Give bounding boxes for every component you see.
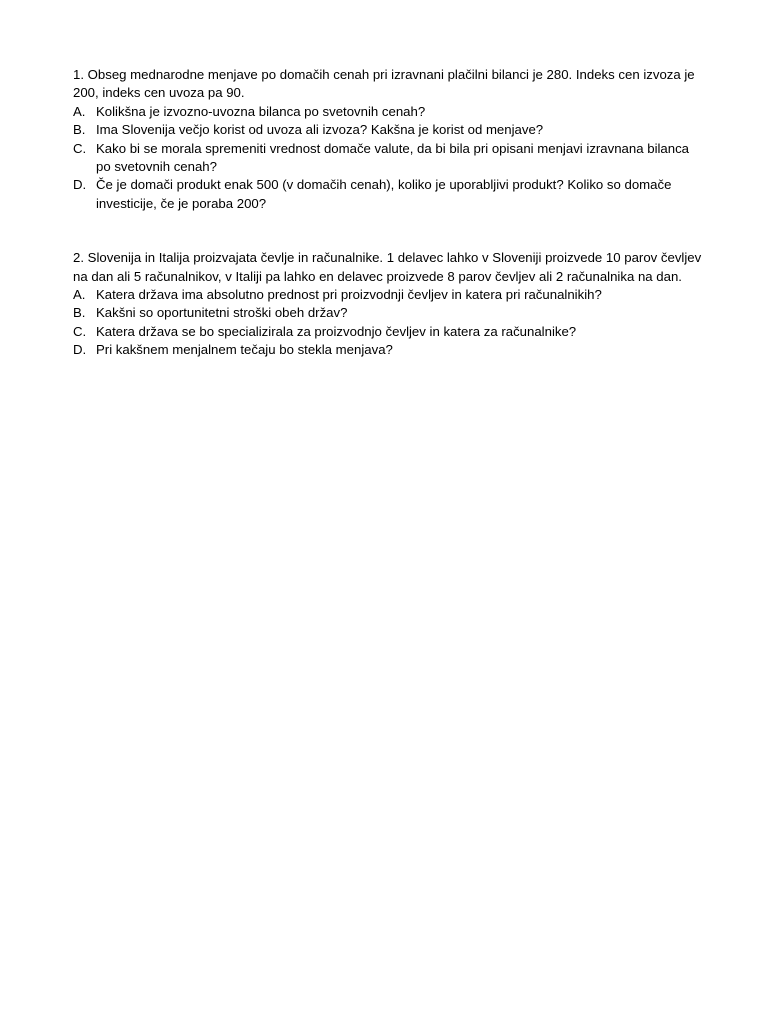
option-letter: D. — [73, 177, 87, 193]
question-1-stem: 1. Obseg mednarodne menjave po domačih cenah pri izravnani plačilni bilanci je 280. Indeks cen izvoza je 200, indeks cen uvoza pa 90. — [73, 67, 695, 101]
option-text: Kolikšna je izvozno-uvozna bilanca po svetovnih cenah? — [96, 103, 426, 119]
option-letter: A. — [73, 287, 86, 303]
question-2 — [73, 249, 703, 359]
question-2-option-a — [73, 286, 703, 304]
option-letter: A. — [73, 103, 86, 119]
question-2-option-c — [73, 323, 703, 341]
option-text: Ima Slovenija večjo korist od uvoza ali izvoza? Kakšna je korist od menjave? — [96, 122, 544, 138]
option-letter: B. — [73, 122, 86, 138]
question-1-option-c — [73, 140, 703, 177]
option-letter: C. — [73, 323, 87, 339]
option-text: Kako bi se morala spremeniti vrednost domače valute, da bi bila pri opisani menjavi izravnana bilanca po svetovnih cenah? — [96, 140, 690, 175]
option-text: Katera država se bo specializirala za proizvodnjo čevljev in katera za računalnike? — [96, 323, 577, 339]
option-letter: D. — [73, 342, 87, 358]
question-1-options — [73, 103, 703, 213]
option-letter: B. — [73, 305, 86, 321]
question-1-option-a — [73, 103, 703, 121]
option-letter: C. — [73, 140, 87, 156]
question-2-options — [73, 286, 703, 360]
question-1-option-d — [73, 176, 703, 213]
question-1 — [73, 66, 703, 213]
option-text: Če je domači produkt enak 500 (v domačih cenah), koliko je uporabljivi produkt? Koliko so domače investicije, če je poraba 200? — [96, 177, 672, 211]
document-page — [73, 66, 703, 360]
option-text: Kakšni so oportunitetni stroški obeh držav? — [96, 305, 348, 321]
question-2-stem: 2. Slovenija in Italija proizvajata čevlje in računalnike. 1 delavec lahko v Sloveniji proizvede 10 parov čevljev na dan ali 5 računalnikov, v Italiji pa lahko en delavec proizvede 8 parov čevljev ali 2 računalnika na dan. — [73, 250, 702, 284]
option-text: Katera država ima absolutno prednost pri proizvodnji čevljev in katera pri računalnikih? — [96, 287, 602, 303]
question-1-option-b — [73, 121, 703, 139]
option-text: Pri kakšnem menjalnem tečaju bo stekla menjava? — [96, 342, 393, 358]
question-2-option-d — [73, 341, 703, 359]
question-2-option-b — [73, 304, 703, 322]
